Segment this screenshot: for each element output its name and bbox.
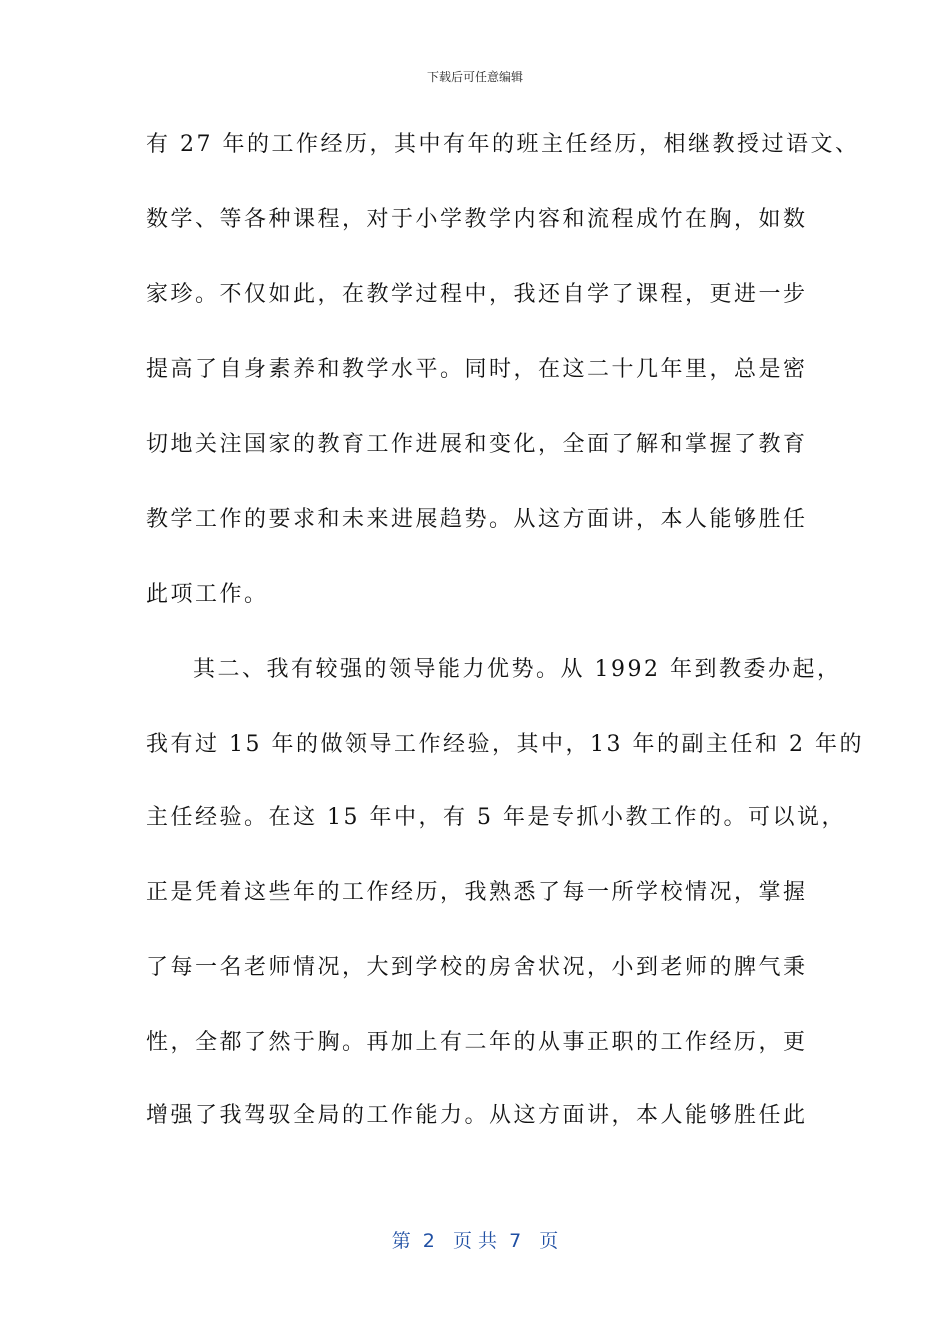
text-line: 家珍。不仅如此，在教学过程中，我还自学了课程，更进一步 [146,282,808,307]
text-line: 正是凭着这些年的工作经历，我熟悉了每一所学校情况，掌握 [146,880,808,905]
page-header-note: 下载后可任意编辑 [426,70,523,84]
text-line: 提高了自身素养和教学水平。同时，在这二十几年里，总是密 [146,357,808,382]
text-line: 其二、我有较强的领导能力优势。从 1992 年到教委办起， [193,657,842,682]
text-line: 增强了我驾驭全局的工作能力。从这方面讲，本人能够胜任此 [146,1103,808,1128]
page-number-footer: 第 2 页 共 7 页 [391,1230,559,1252]
text-line: 切地关注国家的教育工作进展和变化，全面了解和掌握了教育 [146,432,808,457]
text-line: 数学、等各种课程，对于小学教学内容和流程成竹在胸，如数 [146,207,808,232]
text-line: 我有过 15 年的做领导工作经验，其中，13 年的副主任和 2 年的 [146,732,864,757]
text-line: 教学工作的要求和未来进展趋势。从这方面讲，本人能够胜任 [146,507,808,532]
text-line: 了每一名老师情况，大到学校的房舍状况，小到老师的脾气秉 [146,955,808,980]
text-line: 主任经验。在这 15 年中，有 5 年是专抓小教工作的。可以说， [146,805,846,830]
text-line: 有 27 年的工作经历，其中有年的班主任经历，相继教授过语文、 [146,132,860,157]
text-line: 性，全都了然于胸。再加上有二年的从事正职的工作经历，更 [146,1030,808,1055]
text-line: 此项工作。 [146,582,269,607]
